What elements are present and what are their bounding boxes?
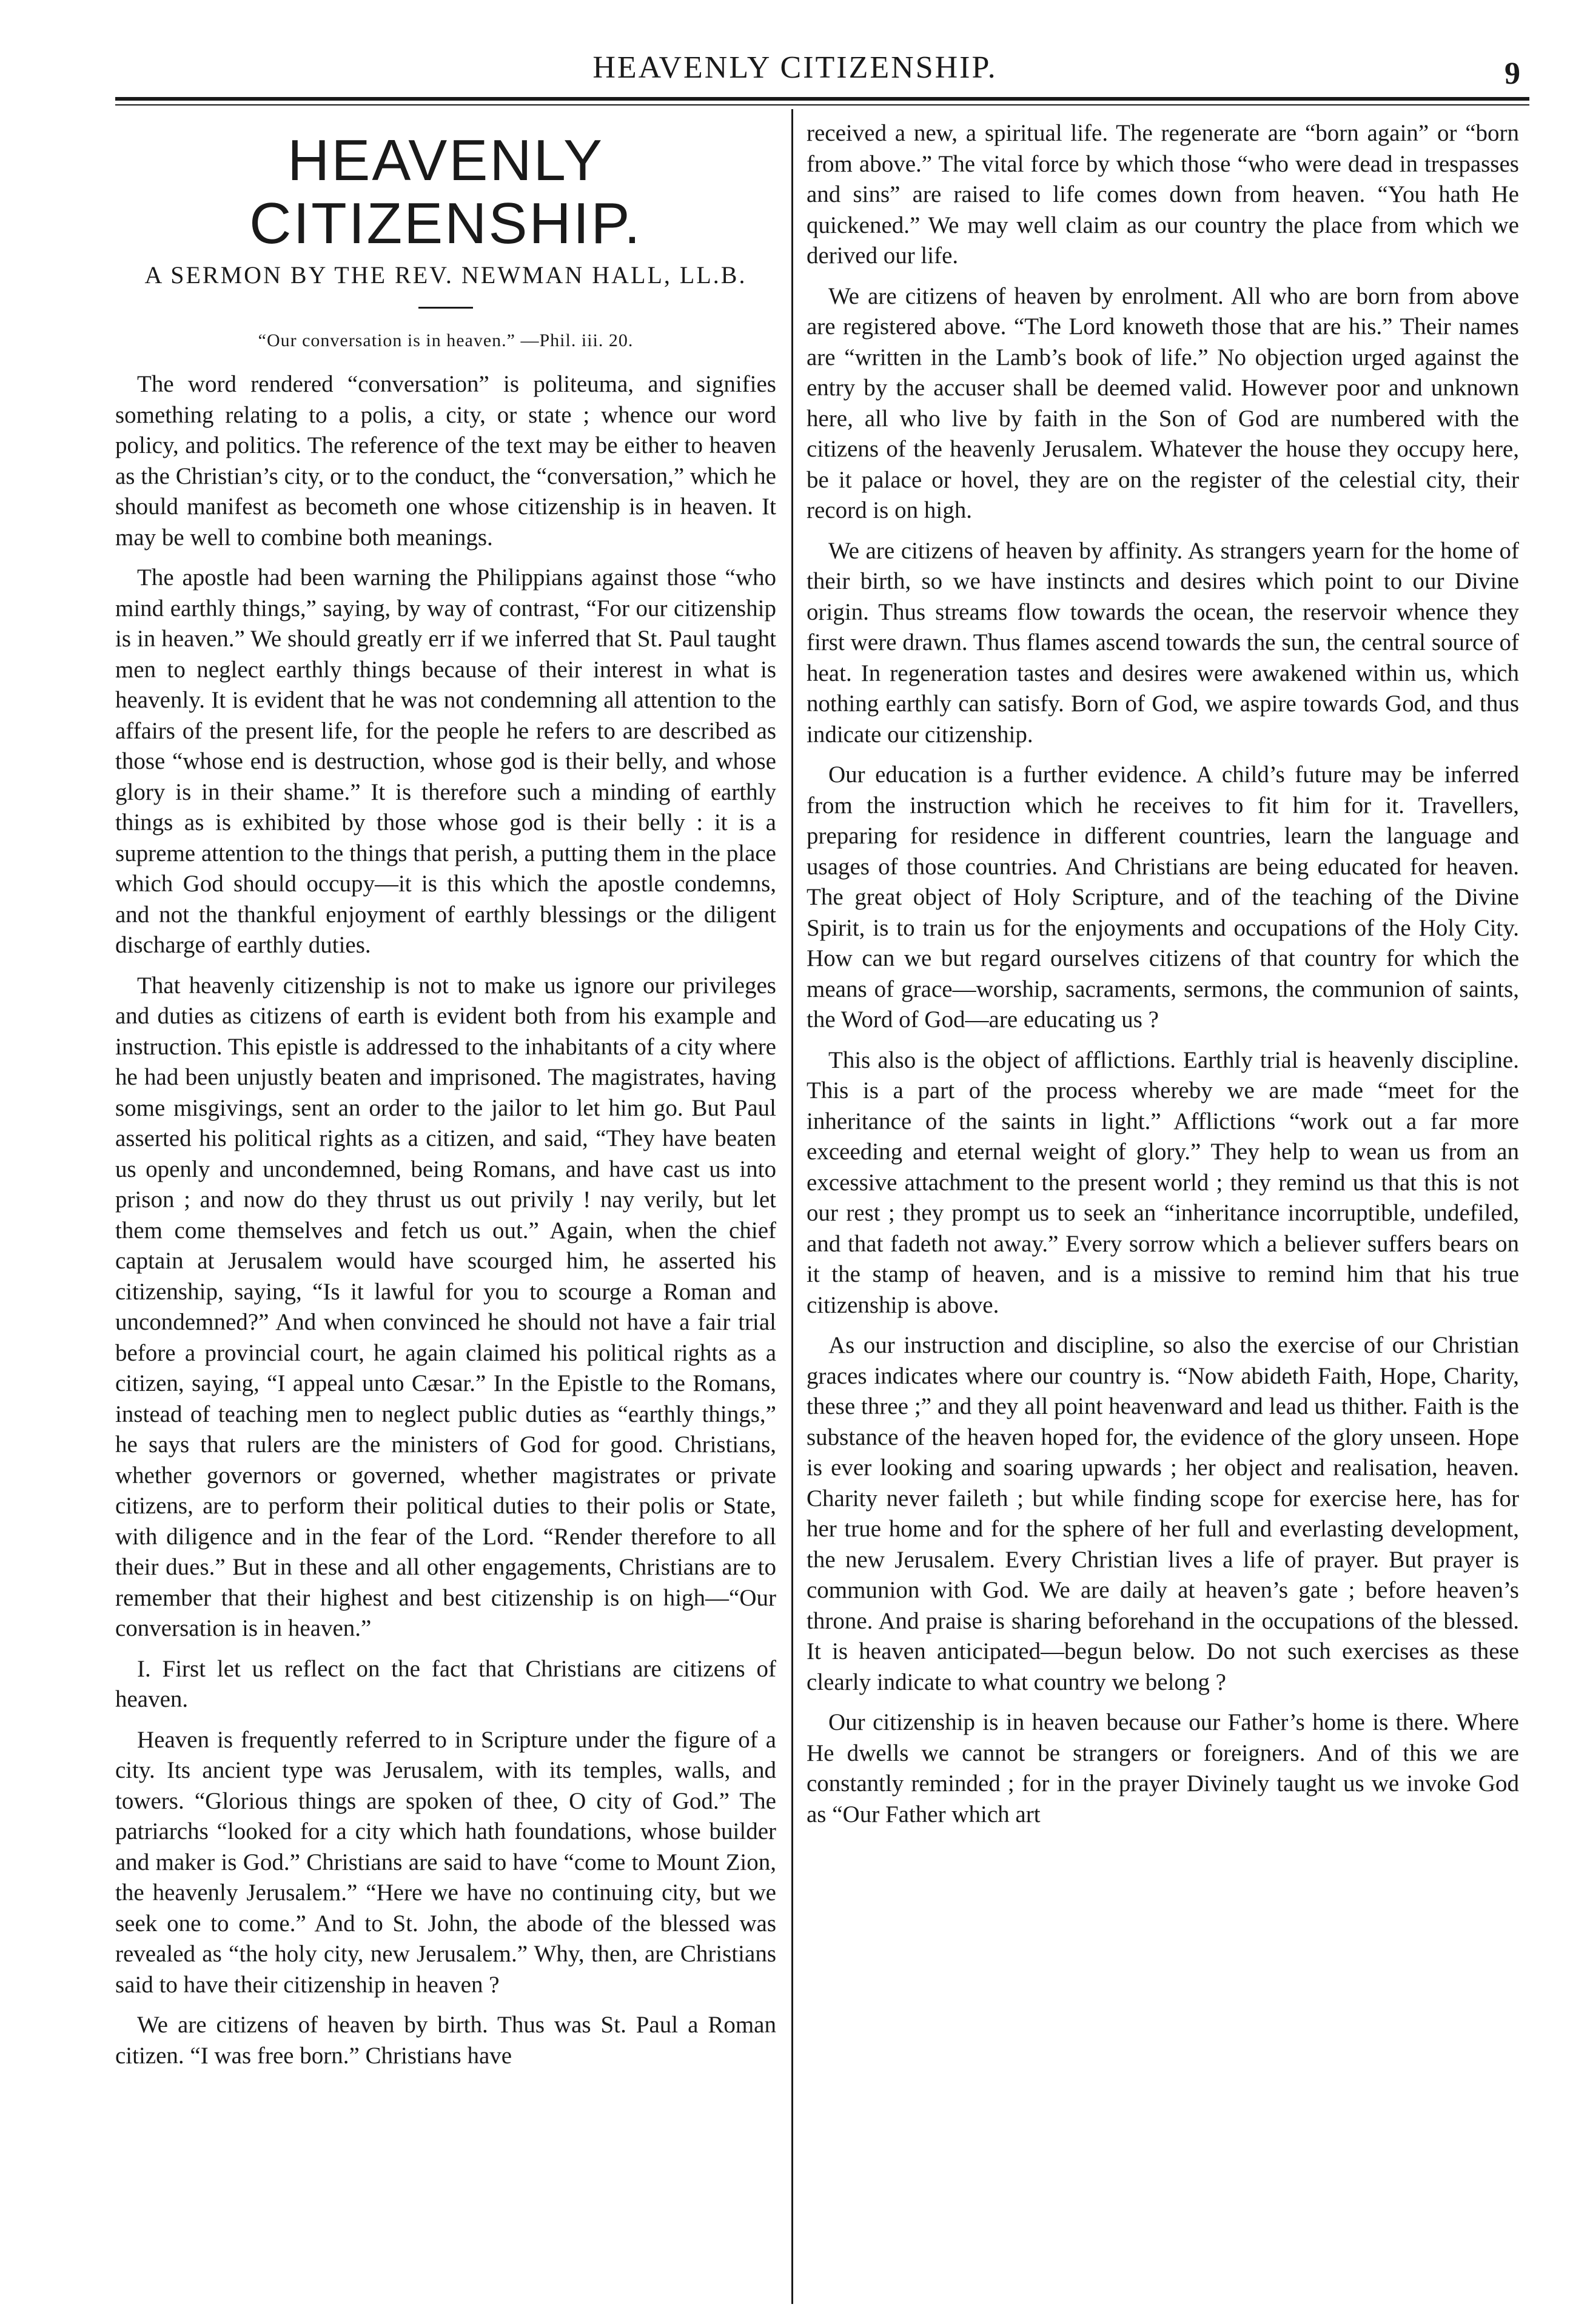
- running-title: HEAVENLY CITIZENSHIP.: [592, 50, 998, 85]
- header-rule-thin: [115, 104, 1529, 105]
- paragraph: received a new, a spiritual life. The regenerate are “born again” or “born from above.” The vital force by which those “who were dead in trespasses and sins” are raised to life comes down from heaven. “You hath He quickened.” We may well claim as our country the place from which we derived our life.: [807, 120, 1519, 269]
- left-column: [115, 118, 776, 2081]
- paragraph: We are citizens of heaven by enrolment. All who are born from above are registered above. “The Lord knoweth those that are his.” Their names are “written in the Lamb’s book of life.” No objection urged against the entry by the accuser shall be deemed valid. However poor and unknown here, all who live by faith in the Son of God are numbered with the citizens of the heavenly Jerusalem. Whatever the house they occupy here, be it palace or hovel, they are on the register of the celestial city, their record is on high.: [807, 283, 1519, 523]
- paragraph: I. First let us reflect on the fact that Christians are citizens of heaven.: [115, 1655, 776, 1712]
- paragraph: We are citizens of heaven by affinity. As strangers yearn for the home of their birth, so we have instincts and desires which point to our Divine origin. Thus streams flow towards the ocean, the reservoir whence they first were drawn. Thus flames ascend towards the sun, the central source of heat. In regeneration tastes and desires were awakened within us, which nothing earthly can satisfy. Born of God, we aspire towards God, and thus indicate our citizenship.: [807, 537, 1519, 748]
- title-divider: [418, 307, 473, 309]
- article-byline: A SERMON BY THE REV. NEWMAN HALL, LL.B.: [144, 261, 747, 289]
- paragraph: That heavenly citizenship is not to make us ignore our privileges and duties as citizens of earth is evident both from his example and instruction. This epistle is addressed to the inhabitants of a city where he had been unjustly beaten and imprisoned. The magistrates, having some misgivings, sent an order to the jailor to let him go. But Paul asserted his political rights as a citizen, and said, “They have beaten us openly and uncondemned, being Romans, and have cast us into prison ; and now do they thrust us out privily ! nay verily, but let them come themselves and fetch us out.” Again, when the chief captain at Jerusalem would have scourged him, he asserted his citizenship, saying, “Is it lawful for you to scourge a Roman and uncondemned?” And when convinced he should not have a fair trial before a provincial court, he again claimed his political rights as a citizen, saying, “I appeal unto Cæsar.” In the Epistle to the Romans, instead of teaching men to neglect public duties as “earthly things,” he says that rulers are the ministers of God for good. Christians, whether governors or governed, whether magistrates or private citizens, are to perform their political duties to their polis or State, with diligence and in the fear of the Lord. “Render therefore to all their dues.” But in these and all other engagements, Christians are to remember that their highest and best citizenship is on high—“Our conversation is in heaven.”: [115, 972, 776, 1641]
- paragraph: The word rendered “conversation” is politeuma, and signifies something relating to a polis, a city, or state ; whence our word policy, and politics. The reference of the text may be either to heaven as the Christian’s city, or to the conduct, the “conversation,” which he should manifest as becometh one whose citizenship is in heaven. It may be well to combine both meanings.: [115, 371, 776, 551]
- page-number: 9: [1504, 56, 1520, 91]
- paragraph: As our instruction and discipline, so also the exercise of our Christian graces indicates where our country is. “Now abideth Faith, Hope, Charity, these three ;” and they all point heavenward and lead us thither. Faith is the substance of the heaven hoped for, the evidence of the glory unseen. Hope is ever looking and soaring upwards ; her object and realisation, heaven. Charity never faileth ; but while finding scope for exercise here, has for her true home and for the sphere of her full and everlasting development, the new Jerusalem. Every Christian lives a life of prayer. But prayer is communion with God. We are daily at heaven’s gate ; before heaven’s throne. And praise is sharing beforehand in the occupations of the blessed. It is heaven anticipated—begun below. Do not such exercises as these clearly indicate to what country we belong ?: [807, 1332, 1519, 1695]
- paragraph: The apostle had been warning the Philippians against those “who mind earthly things,” saying, by way of contrast, “For our citizenship is in heaven.” We should greatly err if we inferred that St. Paul taught men to neglect earthly things because of their interest in what is heavenly. It is evident that he was not condemning all attention to the affairs of the present life, for the people he refers to are described as those “whose end is destruction, whose god is their belly, and whose glory is in their shame.” It is therefore such a minding of earthly things as is exhibited by those whose god is their belly : it is a supreme attention to the things that perish, a putting them in the place which God should occupy—it is this which the apostle condemns, and not the thankful enjoyment of earthly blessings or the diligent discharge of earthly duties.: [115, 564, 776, 958]
- paragraph: Our education is a further evidence. A child’s future may be inferred from the instruction which he receives to fit him for it. Travellers, preparing for residence in different countries, learn the language and usages of those countries. And Christians are being educated for heaven. The great object of Holy Scripture, and of the teaching of the Divine Spirit, is to train us for the enjoyments and occupations of the Holy City. How can we but regard ourselves citizens of that country for which the means of grace—worship, sacraments, sermons, the communion of saints, the Word of God—are educating us ?: [807, 762, 1519, 1033]
- header-rule-thick: [115, 97, 1529, 101]
- paragraph: Our citizenship is in heaven because our Father’s home is there. Where He dwells we cannot be strangers or foreigners. And of this we are constantly reminded ; for in the prayer Divinely taught us we invoke God as “Our Father which art: [807, 1709, 1519, 1827]
- article-title: HEAVENLY CITIZENSHIP.: [249, 128, 642, 256]
- column-divider: [791, 109, 793, 2304]
- paragraph: Heaven is frequently referred to in Scripture under the figure of a city. Its ancient type was Jerusalem, with its temples, walls, and towers. “Glorious things are spoken of thee, O city of God.” The patriarchs “looked for a city which hath foundations, whose builder and maker is God.” Christians are said to have “come to Mount Zion, the heavenly Jerusalem.” “Here we have no continuing city, but we seek one to come.” And to St. John, the abode of the blessed was revealed as “the holy city, new Jerusalem.” Why, then, are Christians said to have their citizenship in heaven ?: [115, 1726, 776, 1998]
- paragraph: This also is the object of afflictions. Earthly trial is heavenly discipline. This is a part of the process whereby we are made “meet for the inheritance of the saints in light.” Afflictions “work out a far more exceeding and eternal weight of glory.” They help to wean us from an excessive attachment to the present world ; they remind us that this is not our rest ; they prompt us to seek an “inheritance incorruptible, undefiled, and that fadeth not away.” Every sorrow which a believer suffers bears on it the stamp of heaven, and is a missive to remind him that his true citizenship is above.: [807, 1046, 1519, 1318]
- right-column: [807, 118, 1519, 1840]
- paragraph: We are citizens of heaven by birth. Thus was St. Paul a Roman citizen. “I was free born.” Christians have: [115, 2012, 776, 2069]
- epigraph: “Our conversation is in heaven.” —Phil. iii. 20.: [258, 330, 634, 350]
